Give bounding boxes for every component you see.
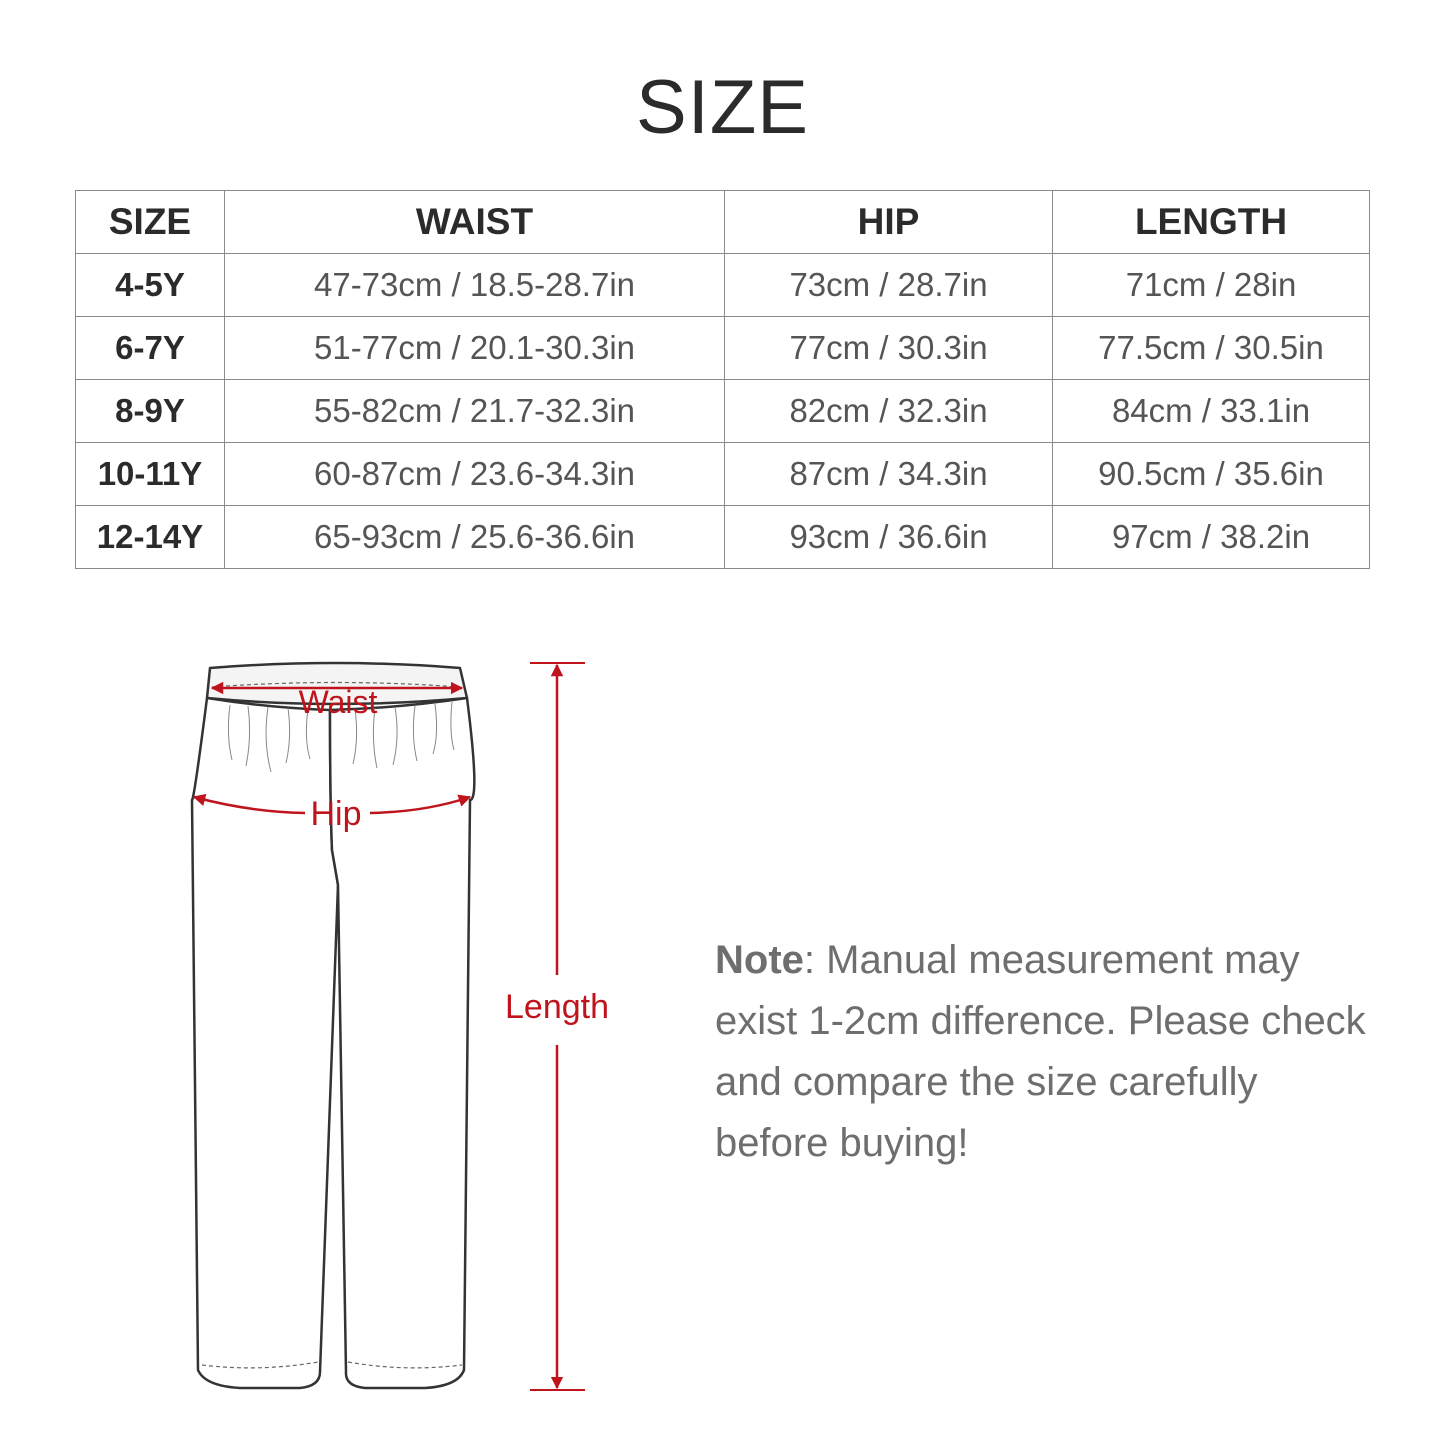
waist-cell: 60-87cm / 23.6-34.3in	[225, 443, 725, 506]
length-cell: 77.5cm / 30.5in	[1053, 317, 1370, 380]
note-label: Note	[715, 938, 804, 982]
size-cell: 4-5Y	[76, 254, 225, 317]
hip-label: Hip	[310, 795, 362, 833]
header-waist: WAIST	[225, 191, 725, 254]
length-cell: 84cm / 33.1in	[1053, 380, 1370, 443]
size-chart-table	[75, 190, 1370, 569]
hip-cell: 73cm / 28.7in	[725, 254, 1053, 317]
table-row	[76, 317, 1370, 380]
length-cell: 71cm / 28in	[1053, 254, 1370, 317]
table-row	[76, 380, 1370, 443]
header-size: SIZE	[76, 191, 225, 254]
hip-cell: 82cm / 32.3in	[725, 380, 1053, 443]
table-header-row	[76, 191, 1370, 254]
pants-outline	[192, 663, 474, 1388]
length-label: Length	[505, 988, 609, 1026]
header-length: LENGTH	[1053, 191, 1370, 254]
size-cell: 10-11Y	[76, 443, 225, 506]
waist-cell: 51-77cm / 20.1-30.3in	[225, 317, 725, 380]
waist-label: Waist	[298, 684, 378, 720]
hip-cell: 77cm / 30.3in	[725, 317, 1053, 380]
waist-cell: 65-93cm / 25.6-36.6in	[225, 506, 725, 569]
size-cell: 8-9Y	[76, 380, 225, 443]
table-row	[76, 254, 1370, 317]
size-cell: 12-14Y	[76, 506, 225, 569]
header-hip: HIP	[725, 191, 1053, 254]
waist-cell: 47-73cm / 18.5-28.7in	[225, 254, 725, 317]
length-cell: 90.5cm / 35.6in	[1053, 443, 1370, 506]
length-cell: 97cm / 38.2in	[1053, 506, 1370, 569]
size-cell: 6-7Y	[76, 317, 225, 380]
pants-measurement-diagram	[180, 650, 620, 1400]
measurement-note	[715, 930, 1375, 1174]
note-text: : Manual measurement may exist 1-2cm difference. Please check and compare the size carefully before buying!	[715, 938, 1366, 1165]
hip-cell: 87cm / 34.3in	[725, 443, 1053, 506]
table-row	[76, 506, 1370, 569]
hip-cell: 93cm / 36.6in	[725, 506, 1053, 569]
table-row	[76, 443, 1370, 506]
page-title: SIZE	[636, 65, 809, 150]
waist-cell: 55-82cm / 21.7-32.3in	[225, 380, 725, 443]
